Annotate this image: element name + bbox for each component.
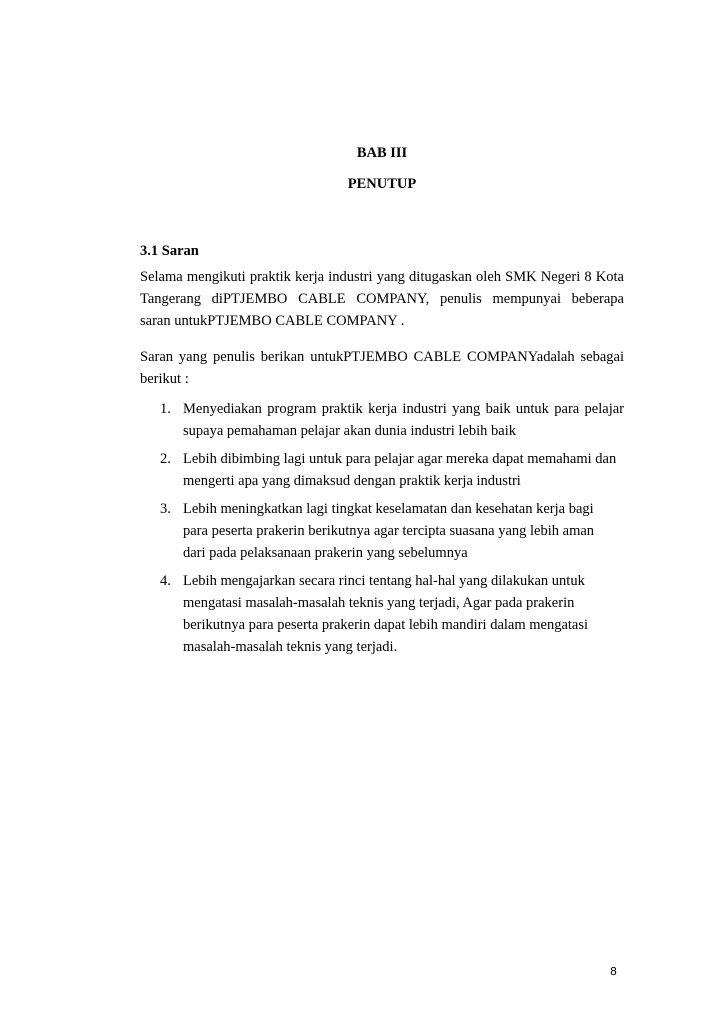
- list-item-line: Lebih dibimbing lagi untuk para pelajar agar mereka dapat memahami dan: [183, 451, 617, 467]
- list-item-line: para peserta prakerin berikutnya agar tercipta suasana yang lebih aman: [183, 523, 595, 539]
- page-number: 8: [610, 965, 617, 978]
- intro-paragraph: [140, 266, 624, 332]
- lead-line: berikut :: [140, 371, 189, 387]
- list-marker: 1.: [160, 401, 171, 417]
- chapter-number: BAB III: [356, 145, 408, 161]
- intro-line: Selama mengikuti praktik kerja industri yang ditugaskan oleh SMK Negeri 8 Kota: [140, 269, 624, 285]
- list-item-line: mengerti apa yang dimaksud dengan praktik kerja industri: [183, 473, 521, 489]
- list-item-line: dari pada pelaksanaan prakerin yang sebelumnya: [183, 545, 468, 561]
- lead-line: Saran yang penulis berikan untukPTJEMBO CABLE COMPANYadalah sebagai: [140, 349, 624, 365]
- list-item: [140, 398, 624, 442]
- chapter-title: PENUTUP: [347, 176, 417, 192]
- intro-line: saran untukPTJEMBO CABLE COMPANY .: [140, 313, 405, 329]
- list-item-line: Lebih meningkatkan lagi tingkat keselamatan dan kesehatan kerja bagi: [183, 501, 594, 517]
- list-item-line: berikutnya para peserta prakerin dapat lebih mandiri dalam mengatasi: [183, 617, 589, 633]
- section-heading: 3.1 Saran: [140, 243, 199, 259]
- list-item-line: mengatasi masalah-masalah teknis yang terjadi, Agar pada prakerin: [183, 595, 575, 611]
- list-item: [140, 448, 624, 492]
- list-marker: 2.: [160, 451, 171, 467]
- intro-line: Tangerang diPTJEMBO CABLE COMPANY, penulis mempunyai beberapa: [140, 291, 624, 307]
- list-item-line: masalah-masalah teknis yang terjadi.: [183, 639, 398, 655]
- list-item-line: supaya pemahaman pelajar akan dunia industri lebih baik: [183, 423, 516, 439]
- list-marker: 4.: [160, 573, 171, 589]
- list-item: [140, 570, 624, 658]
- list-marker: 3.: [160, 501, 171, 517]
- lead-paragraph: [140, 346, 624, 390]
- suggestion-list: [140, 398, 624, 658]
- list-item-line: Menyediakan program praktik kerja industri yang baik untuk para pelajar: [183, 401, 624, 417]
- list-item: [140, 498, 624, 564]
- list-item-line: Lebih mengajarkan secara rinci tentang hal-hal yang dilakukan untuk: [183, 573, 585, 589]
